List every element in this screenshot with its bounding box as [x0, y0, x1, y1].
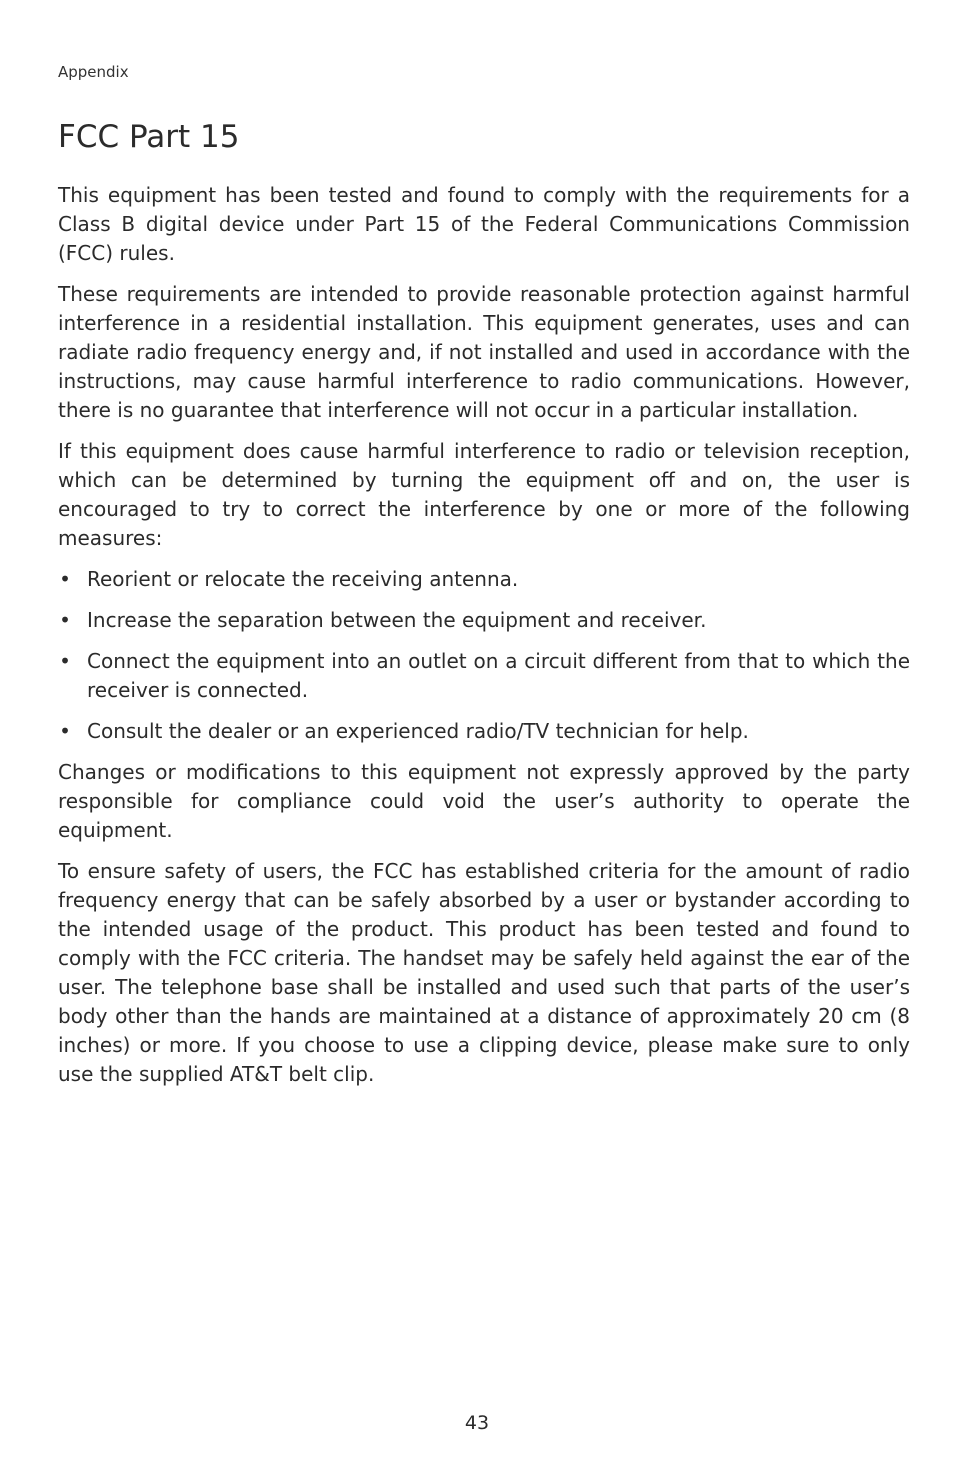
section-label: Appendix: [58, 63, 129, 81]
page-title: FCC Part 15: [58, 119, 240, 155]
page-number: 43: [464, 1412, 490, 1434]
bullet-icon: •: [59, 608, 71, 632]
measures-list: [58, 565, 910, 746]
list-item-text: Connect the equipment into an outlet on a circuit different from that to which the receiver is connected.: [87, 649, 910, 702]
list-item: [58, 717, 910, 746]
paragraph-compliance: This equipment has been tested and found to comply with the requirements for a Class B digital device under Part 15 of the Federal Communications Commission (FCC) rules.: [58, 183, 910, 265]
paragraph-interference: These requirements are intended to provide reasonable protection against harmful interference in a residential installation. This equipment generates, uses and can radiate radio frequency energy and, if not installed and used in accordance with the instructions, may cause harmful interference to radio communications. However, there is no guarantee that interference will not occur in a particular installation.: [58, 282, 910, 422]
list-item: [58, 565, 910, 594]
body-text: [58, 181, 910, 1101]
bullet-icon: •: [59, 719, 71, 743]
list-item: [58, 647, 910, 705]
bullet-icon: •: [59, 649, 71, 673]
list-item-text: Reorient or relocate the receiving antenna.: [87, 567, 519, 591]
paragraph-rf-safety: To ensure safety of users, the FCC has established criteria for the amount of radio frequency energy that can be safely absorbed by a user or bystander according to the intended usage of the product. This product has been tested and found to comply with the FCC criteria. The handset may be safely held against the ear of the user. The telephone base shall be installed and used such that parts of the user’s body other than the hands are maintained at a distance of approximately 20 cm (8 inches) or more. If you choose to use a clipping device, please make sure to only use the supplied AT&T belt clip.: [58, 859, 910, 1086]
list-item-text: Increase the separation between the equipment and receiver.: [87, 608, 707, 632]
list-item-text: Consult the dealer or an experienced radio/TV technician for help.: [87, 719, 749, 743]
list-item: [58, 606, 910, 635]
paragraph-modifications: Changes or modifications to this equipment not expressly approved by the party responsible for compliance could void the user’s authority to operate the equipment.: [58, 760, 910, 842]
bullet-icon: •: [59, 567, 71, 591]
paragraph-measures-intro: If this equipment does cause harmful interference to radio or television reception, which can be determined by turning the equipment off and on, the user is encouraged to try to correct the interference by one or more of the following measures:: [58, 439, 910, 550]
